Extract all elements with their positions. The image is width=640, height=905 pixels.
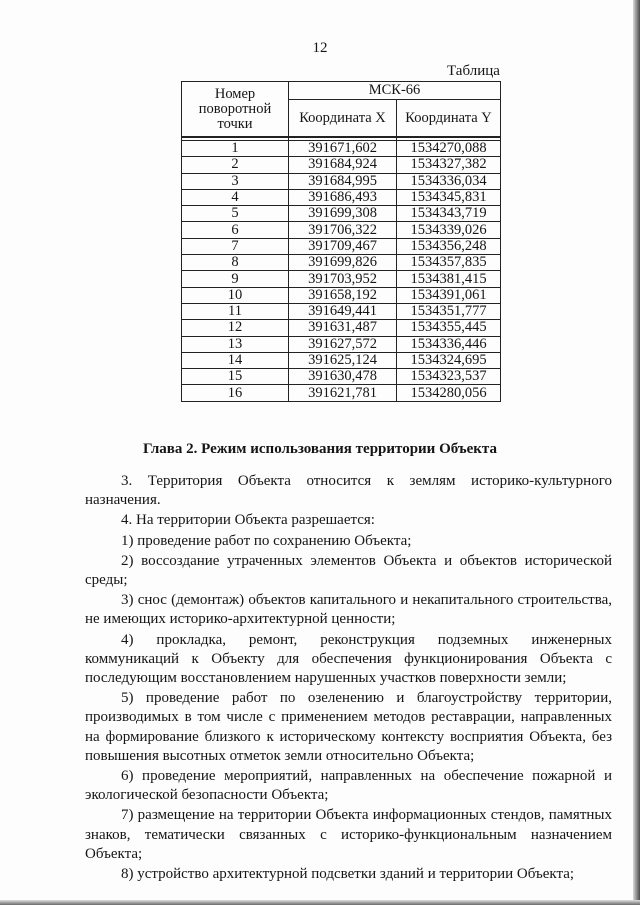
point-number-cell: 14 [182, 352, 289, 368]
coordinate-y-cell: 1534336,446 [397, 336, 501, 352]
paragraph: 4. На территории Объекта разрешается: [121, 512, 375, 529]
coordinate-x-cell: 391625,124 [289, 352, 397, 368]
coordinate-x-cell: 391649,441 [289, 303, 397, 319]
table-row [182, 352, 501, 368]
point-number-cell: 6 [182, 222, 289, 238]
coordinate-x-cell: 391684,924 [289, 157, 397, 173]
coordinate-y-cell: 1534391,061 [397, 287, 501, 303]
point-number-cell: 4 [182, 189, 289, 205]
point-number-cell: 13 [182, 336, 289, 352]
coordinate-y-cell: 1534357,835 [397, 255, 501, 271]
body-text [85, 472, 612, 884]
coordinates-table-body [182, 141, 501, 402]
coordinate-x-cell: 391699,826 [289, 255, 397, 271]
coordinate-y-cell: 1534381,415 [397, 271, 501, 287]
point-number-cell: 11 [182, 303, 289, 319]
point-number-cell: 9 [182, 271, 289, 287]
table-row [182, 255, 501, 271]
table-row [182, 385, 501, 401]
paragraph: 1) проведение работ по сохранению Объекта; [121, 532, 412, 549]
table-row [182, 320, 501, 336]
coordinate-x-cell: 391631,487 [289, 320, 397, 336]
table-row [182, 287, 501, 303]
paragraph: 3. Территория Объекта относится к землям историко-культурного назначения. [85, 473, 612, 509]
coordinate-y-cell: 1534324,695 [397, 352, 501, 368]
table-row [182, 222, 501, 238]
table-row [182, 206, 501, 222]
paragraph: 3) снос (демонтаж) объектов капитального и некапитального строительства, не имеющих историко-архитектурной ценности; [85, 592, 612, 628]
header-coordinate-y: Координата Y [397, 100, 501, 138]
point-number-cell: 1 [182, 141, 289, 157]
coordinate-x-cell: 391658,192 [289, 287, 397, 303]
coordinate-y-cell: 1534356,248 [397, 238, 501, 254]
coordinate-x-cell: 391684,995 [289, 173, 397, 189]
coordinate-x-cell: 391671,602 [289, 141, 397, 157]
header-coordinate-x: Координата X [289, 100, 397, 138]
coordinate-y-cell: 1534339,026 [397, 222, 501, 238]
chapter-title: Глава 2. Режим использования территории Объекта [143, 441, 497, 457]
coordinate-y-cell: 1534345,831 [397, 189, 501, 205]
coordinate-y-cell: 1534351,777 [397, 303, 501, 319]
point-number-cell: 10 [182, 287, 289, 303]
point-number-cell: 3 [182, 173, 289, 189]
table-row [182, 173, 501, 189]
header-coordinate-system: МСК-66 [289, 82, 501, 100]
scan-edge-shadow [633, 0, 640, 905]
paragraph: 6) проведение мероприятий, направленных на обеспечение пожарной и экологической безопасности Объекта; [85, 768, 612, 804]
coordinate-y-cell: 1534355,445 [397, 320, 501, 336]
coordinate-y-cell: 1534323,537 [397, 369, 501, 385]
coordinate-x-cell: 391630,478 [289, 369, 397, 385]
point-number-cell: 5 [182, 206, 289, 222]
point-number-cell: 7 [182, 238, 289, 254]
point-number-cell: 15 [182, 369, 289, 385]
table-row [182, 238, 501, 254]
point-number-cell: 8 [182, 255, 289, 271]
coordinate-x-cell: 391621,781 [289, 385, 397, 401]
coordinate-x-cell: 391703,952 [289, 271, 397, 287]
paragraph: 2) воссоздание утраченных элементов Объекта и объектов исторической среды; [85, 552, 612, 589]
header-point-number: Номер поворотной точки [182, 82, 289, 138]
scan-edge-shadow [0, 900, 640, 905]
table-row [182, 369, 501, 385]
coordinate-x-cell: 391686,493 [289, 189, 397, 205]
point-number-cell: 12 [182, 320, 289, 336]
paragraph: 4) прокладка, ремонт, реконструкция подземных инженерных коммуникаций к Объекту для обеспечения функционирования Объекта с последующим восстановлением нарушенных участков поверхности земли; [85, 631, 612, 687]
table-caption: Таблица [447, 63, 500, 79]
coordinate-y-cell: 1534270,088 [397, 141, 501, 157]
coordinate-y-cell: 1534336,034 [397, 173, 501, 189]
coordinate-x-cell: 391709,467 [289, 238, 397, 254]
paragraph: 5) проведение работ по озеленению и благоустройству территории, производимых в том числе с применением методов реставрации, направленных на формирование близкого к историческому контексту восприятия Объекта, без повышения высотных отметок земли относительно Объекта; [85, 690, 612, 764]
coordinates-table [181, 81, 501, 402]
point-number-cell: 16 [182, 385, 289, 401]
table-row [182, 303, 501, 319]
table-row [182, 189, 501, 205]
coordinate-y-cell: 1534327,382 [397, 157, 501, 173]
table-row [182, 271, 501, 287]
paragraph: 7) размещение на территории Объекта информационных стендов, памятных знаков, тематически связанных с историко-функциональным назначением Объекта; [85, 807, 612, 862]
paragraph: 8) устройство архитектурной подсветки зданий и территории Объекта; [121, 866, 575, 883]
coordinate-y-cell: 1534280,056 [397, 385, 501, 401]
coordinate-x-cell: 391699,308 [289, 206, 397, 222]
coordinate-x-cell: 391627,572 [289, 336, 397, 352]
coordinate-x-cell: 391706,322 [289, 222, 397, 238]
table-row [182, 336, 501, 352]
coordinate-y-cell: 1534343,719 [397, 206, 501, 222]
point-number-cell: 2 [182, 157, 289, 173]
table-row [182, 141, 501, 157]
page-number: 12 [312, 40, 328, 56]
table-row [182, 157, 501, 173]
